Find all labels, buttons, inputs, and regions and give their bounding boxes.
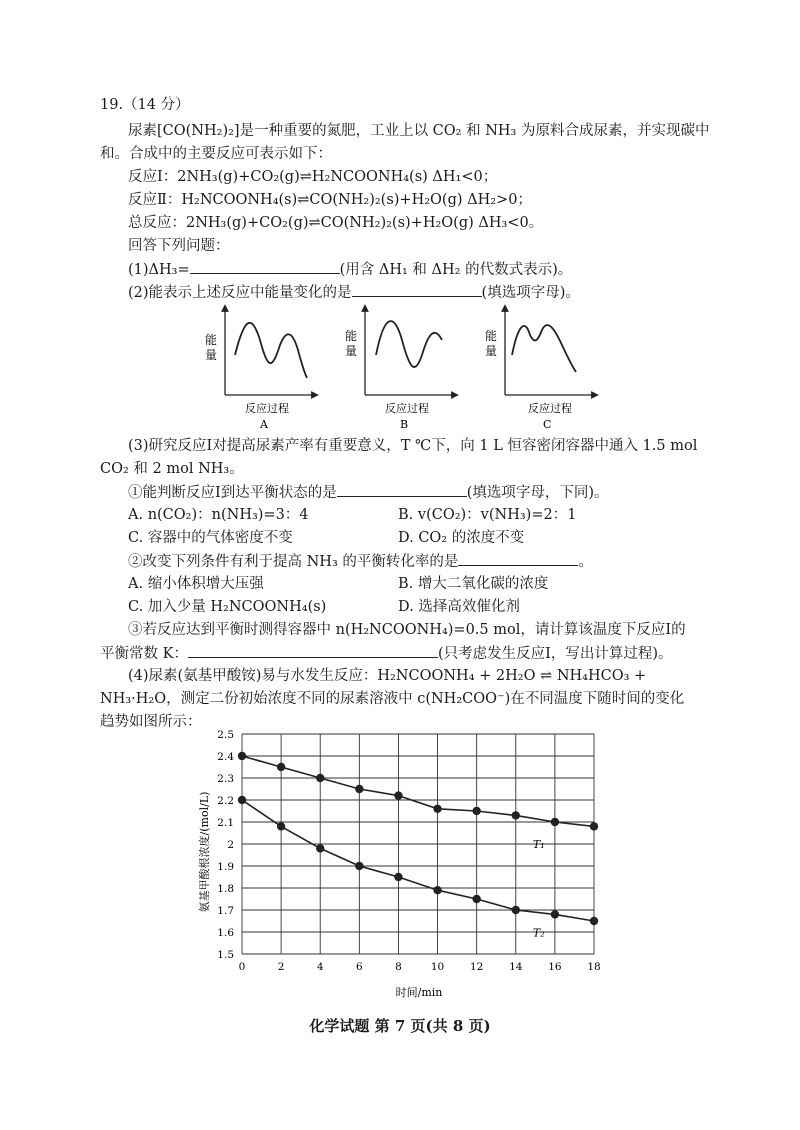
diagram-a-ylabel-2: 量	[205, 348, 218, 362]
q3c-prefix: 平衡常数 K：	[100, 646, 188, 662]
diagram-b-label: B	[400, 418, 409, 431]
y-tick-label: 2.1	[217, 817, 234, 829]
energy-diagram-b	[345, 308, 455, 431]
data-point	[590, 822, 598, 830]
energy-diagram-a	[205, 308, 315, 431]
diagram-c-ylabel-2: 量	[485, 344, 498, 358]
q3b-suffix: 。	[578, 554, 593, 570]
answer-blank-2[interactable]	[352, 282, 482, 297]
q3a-prefix: ①能判断反应Ⅰ到达平衡状态的是	[128, 485, 337, 501]
q3b-option-a: A. 缩小体积增大压强	[128, 576, 264, 592]
diagram-b-ylabel-2: 量	[345, 344, 358, 358]
x-tick-label: 2	[277, 961, 285, 973]
data-point	[355, 785, 363, 793]
q3c-suffix: (只考虑发生反应Ⅰ，写出计算过程)。	[437, 646, 673, 662]
q3a-suffix: (填选项字母，下同)。	[466, 485, 609, 501]
series-label-1: T₁	[532, 838, 545, 851]
data-point	[472, 895, 480, 903]
y-tick-label: 2	[227, 839, 234, 851]
q3a-question	[128, 482, 609, 503]
q3a-option-b: B. v(CO₂)：v(NH₃)=2：1	[398, 507, 577, 523]
data-point	[433, 805, 441, 813]
q3c-line-1: ③若反应达到平衡时测得容器中 n(H₂NCOONH₄)=0.5 mol，请计算该温度下反应Ⅰ的	[128, 622, 686, 638]
data-point	[238, 796, 246, 804]
q3b-option-b: B. 增大二氧化碳的浓度	[398, 576, 549, 592]
data-point	[590, 917, 598, 925]
x-tick-label: 14	[509, 961, 523, 973]
answer-blank-1[interactable]	[190, 259, 340, 274]
data-point	[394, 873, 402, 881]
x-tick-label: 8	[395, 961, 402, 973]
reaction-1: 反应Ⅰ：2NH₃(g)+CO₂(g)⇌H₂NCOONH₄(s) ΔH₁<0；	[128, 169, 498, 185]
concentration-chart	[190, 722, 620, 1002]
data-point	[551, 910, 559, 918]
answer-blank-3c[interactable]	[188, 643, 438, 658]
y-tick-label: 1.7	[217, 905, 234, 917]
diagram-b-xlabel: 反应过程	[385, 402, 429, 415]
q2-suffix: (填选项字母)。	[481, 285, 580, 301]
data-point	[433, 886, 441, 894]
q4-line-1: (4)尿素(氨基甲酸铵)易与水发生反应：H₂NCOONH₄ + 2H₂O ⇌ NH₄HCO₃ +	[128, 668, 647, 684]
intro-line-2: 和。合成中的主要反应可表示如下：	[100, 146, 332, 162]
energy-diagram-c	[485, 308, 595, 431]
chart-series	[238, 752, 598, 940]
series-label-2: T₂	[532, 926, 545, 940]
q3b-option-d: D. 选择高效催化剂	[398, 599, 520, 615]
q3b-prefix: ②改变下列条件有利于提高 NH₃ 的平衡转化率的是	[128, 554, 459, 570]
data-point	[316, 844, 324, 852]
chart-ylabel: 氨基甲酸根浓度/(mol/L)	[198, 791, 211, 913]
data-point	[277, 763, 285, 771]
answer-blank-3a[interactable]	[337, 482, 467, 497]
data-point	[355, 862, 363, 870]
q3-intro-1: (3)研究反应Ⅰ对提高尿素产率有重要意义，T ℃下，向 1 L 恒容密闭容器中通入 1.5 mol	[128, 438, 698, 454]
q3c-line-2	[100, 643, 673, 664]
data-point	[512, 811, 520, 819]
x-tick-label: 4	[316, 961, 324, 973]
q3b-option-c: C. 加入少量 H₂NCOONH₄(s)	[128, 599, 327, 615]
x-tick-label: 0	[238, 961, 246, 973]
q1-prefix: (1)ΔH₃=	[128, 262, 190, 278]
x-tick-label: 16	[548, 961, 562, 973]
page-footer: 化学试题 第 7 页(共 8 页)	[309, 1017, 491, 1035]
q3a-option-c: C. 容器中的气体密度不变	[128, 530, 293, 546]
q3a-option-d: D. CO₂ 的浓度不变	[398, 530, 525, 546]
series-line-2	[242, 800, 594, 921]
x-tick-label: 12	[469, 961, 484, 973]
chart-xlabel: 时间/min	[395, 986, 443, 999]
series-line-1	[242, 756, 594, 826]
answer-blank-3b[interactable]	[458, 551, 578, 566]
q3-intro-2: CO₂ 和 2 mol NH₃。	[100, 461, 244, 477]
diagram-c-label: C	[543, 418, 552, 431]
y-tick-label: 2.3	[217, 773, 234, 785]
question-1	[128, 259, 572, 280]
q2-prefix: (2)能表示上述反应中能量变化的是	[128, 285, 352, 301]
diagram-b-ylabel-1: 能	[345, 329, 358, 343]
y-tick-label: 1.5	[217, 949, 234, 961]
data-point	[551, 818, 559, 826]
y-tick-label: 1.6	[217, 927, 234, 939]
energy-diagrams	[190, 300, 610, 435]
diagram-c-xlabel: 反应过程	[528, 402, 572, 415]
q3a-option-a: A. n(CO₂)：n(NH₃)=3：4	[128, 507, 309, 523]
diagram-c-ylabel-1: 能	[485, 329, 498, 343]
x-tick-label: 18	[587, 961, 601, 973]
diagram-a-ylabel-1: 能	[205, 333, 218, 347]
x-tick-label: 10	[430, 961, 445, 973]
prompt-text: 回答下列问题：	[128, 238, 230, 254]
y-tick-label: 2.4	[217, 751, 234, 763]
diagram-a-xlabel: 反应过程	[245, 402, 289, 415]
data-point	[238, 752, 246, 760]
data-point	[472, 807, 480, 815]
data-point	[512, 906, 520, 914]
y-tick-label: 1.9	[217, 861, 234, 873]
y-tick-label: 1.8	[217, 883, 234, 895]
diagram-a-label: A	[260, 418, 268, 431]
question-header: 19.（14 分）	[100, 97, 190, 113]
x-tick-label: 6	[355, 961, 363, 973]
q3b-question	[128, 551, 593, 572]
data-point	[277, 822, 285, 830]
data-point	[316, 774, 324, 782]
y-tick-label: 2.2	[217, 795, 234, 807]
y-tick-label: 2.5	[217, 729, 234, 741]
data-point	[394, 791, 402, 799]
reaction-total: 总反应：2NH₃(g)+CO₂(g)⇌CO(NH₂)₂(s)+H₂O(g) ΔH₃<0。	[128, 215, 544, 231]
reaction-2: 反应Ⅱ：H₂NCOONH₄(s)⇌CO(NH₂)₂(s)+H₂O(g) ΔH₂>0；	[128, 192, 532, 208]
intro-line-1: 尿素[CO(NH₂)₂]是一种重要的氮肥，工业上以 CO₂ 和 NH₃ 为原料合成尿素，并实现碳中	[128, 123, 710, 139]
q1-suffix: (用含 ΔH₁ 和 ΔH₂ 的代数式表示)。	[339, 262, 573, 278]
q4-line-2: NH₃·H₂O，测定二份初始浓度不同的尿素溶液中 c(NH₂COO⁻)在不同温度下随时间的变化	[100, 691, 685, 707]
q4-line-3: 趋势如图所示：	[100, 714, 202, 730]
